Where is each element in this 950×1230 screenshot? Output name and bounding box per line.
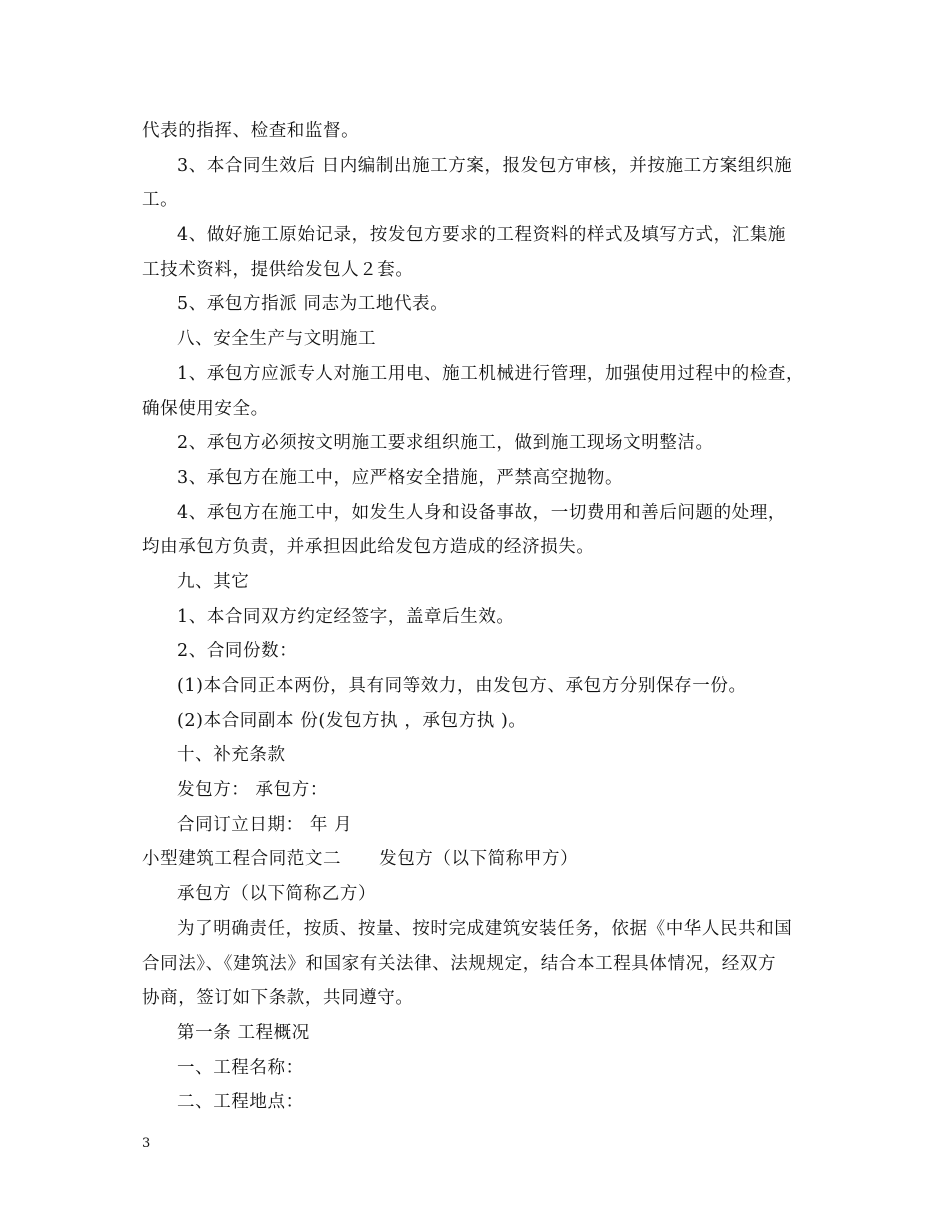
text-line: 协商，签订如下条款，共同遵守。 [142,988,414,1009]
party-b-label: 承包方（以下简称乙方） [177,884,377,905]
text-line: 工。 [142,190,179,211]
section-heading: 九、其它 [177,571,250,592]
text-line: 合同法》、《建筑法》和国家有关法律、法规规定，结合本工程具体情况，经双方 [142,953,777,974]
text-line: (2)本合同副本 份(发包方执 ，承包方执 )。 [177,710,527,731]
signature-line: 发包方： 承包方： [177,780,328,801]
text-line: 3、本合同生效后 日内编制出施工方案，报发包方审核，并按施工方案组织施 [177,155,793,176]
page-number: 3 [142,1136,151,1151]
section-heading: 第一条 工程概况 [177,1022,310,1043]
document-title: 小型建筑工程合同范文二 [142,849,342,870]
party-a-label: 发包方（以下简称甲方） [379,849,579,870]
document-title-line [142,842,822,877]
text-line: 2、承包方必须按文明施工要求组织施工，做到施工现场文明整洁。 [177,433,714,454]
text-line: 确保使用安全。 [142,398,269,419]
text-line: 2、合同份数： [177,641,298,662]
text-line: 为了明确责任，按质、按量、按时完成建筑安装任务，依据《中华人民共和国 [177,918,793,939]
text-line: 二、工程地点： [177,1092,304,1113]
text-line: 4、做好施工原始记录，按发包方要求的工程资料的样式及填写方式，汇集施 [177,225,787,246]
section-heading: 八、安全生产与文明施工 [177,329,377,350]
text-line: 3、承包方在施工中，应严格安全措施，严禁高空抛物。 [177,467,624,488]
text-line: 一、工程名称： [177,1057,304,1078]
text-line: 工技术资料，提供给发包人２套。 [142,259,414,280]
text-line: (1)本合同正本两份，具有同等效力，由发包方、承包方分别保存一份。 [177,676,747,696]
text-line: 4、承包方在施工中，如发生人身和设备事故，一切费用和善后问题的处理， [177,502,787,523]
text-line: 代表的指挥、检查和监督。 [142,121,360,141]
text-line: 均由承包方负责，并承担因此给发包方造成的经济损失。 [142,537,595,558]
date-line: 合同订立日期： 年 月 [177,814,353,835]
text-line: 1、本合同双方约定经签字，盖章后生效。 [177,606,515,627]
document-body [142,114,822,1120]
section-heading: 十、补充条款 [177,745,286,766]
text-line: 5、承包方指派 同志为工地代表。 [177,294,449,315]
text-line: 1、承包方应派专人对施工用电、施工机械进行管理，加强使用过程中的检查， [177,363,805,384]
